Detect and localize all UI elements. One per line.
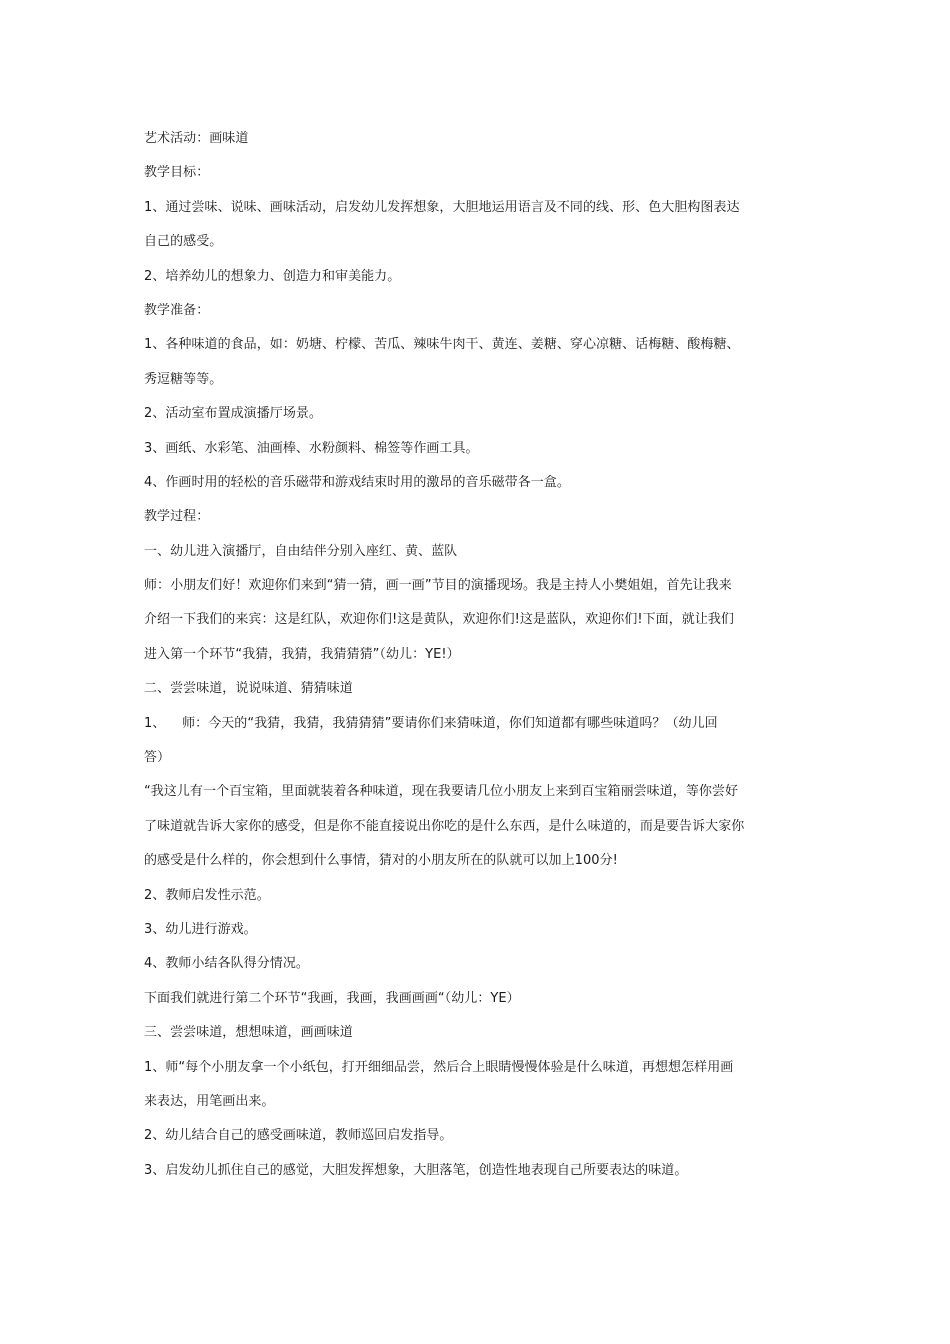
paragraph-line: 了味道就告诉大家你的感受，但是你不能直接说出你吃的是什么东西，是什么味道的，而是要告诉大家你 bbox=[144, 818, 745, 834]
list-item: 2、教师启发性示范。 bbox=[144, 887, 270, 903]
preparation-1: 1、各种味道的食品，如：奶塘、柠檬、苦瓜、辣味牛肉干、黄连、姜糖、穿心凉糖、话梅糖、酸梅糖、 bbox=[144, 337, 740, 353]
objective-1-cont: 自己的感受。 bbox=[144, 234, 223, 250]
list-item: 3、幼儿进行游戏。 bbox=[144, 921, 257, 937]
preparation-4: 4、作画时用的轻松的音乐磁带和游戏结束时用的激昂的音乐磁带各一盒。 bbox=[144, 474, 570, 490]
paragraph-line: 1、 师：今天的“我猜，我猜，我猜猜猜”要请你们来猜味道，你们知道都有哪些味道吗？（幼儿回 bbox=[144, 715, 718, 731]
paragraph-line: 的感受是什么样的，你会想到什么事情，猜对的小朋友所在的队就可以加上100分! bbox=[144, 853, 618, 869]
list-item: 4、教师小结各队得分情况。 bbox=[144, 956, 309, 972]
paragraph-line: 下面我们就进行第二个环节“我画，我画，我画画画“（幼儿：YE） bbox=[144, 990, 520, 1006]
process-step-3-heading: 三、尝尝味道，想想味道，画画味道 bbox=[144, 1025, 353, 1041]
paragraph-line: “我这儿有一个百宝箱，里面就装着各种味道，现在我要请几位小朋友上来到百宝箱丽尝味道，等你尝好 bbox=[144, 784, 739, 800]
paragraph-line: 进入第一个环节“我猜，我猜，我猜猜猜”（幼儿：YE!） bbox=[144, 646, 460, 662]
preparation-2: 2、活动室布置成演播厅场景。 bbox=[144, 406, 322, 422]
process-step-1-heading: 一、幼儿进入演播厅，自由结伴分别入座红、黄、蓝队 bbox=[144, 543, 458, 559]
section-heading-preparation: 教学准备： bbox=[144, 302, 210, 318]
paragraph-line: 介绍一下我们的来宾：这是红队，欢迎你们!这是黄队，欢迎你们!这是蓝队，欢迎你们!下面，就让我们 bbox=[144, 612, 734, 628]
list-item: 3、启发幼儿抓住自己的感觉，大胆发挥想象，大胆落笔，创造性地表现自己所要表达的味道。 bbox=[144, 1162, 688, 1178]
paragraph-line: 来表达，用笔画出来。 bbox=[144, 1093, 275, 1109]
process-step-2-heading: 二、尝尝味道，说说味道、猜猜味道 bbox=[144, 681, 353, 697]
document-body bbox=[144, 122, 810, 1188]
document-title: 艺术活动：画味道 bbox=[144, 131, 249, 146]
preparation-3: 3、画纸、水彩笔、油画棒、水粉颜料、棉签等作画工具。 bbox=[144, 440, 479, 456]
paragraph-line: 师：小朋友们好！欢迎你们来到“猜一猜，画一画”节目的演播现场。我是主持人小樊姐姐，首先让我来 bbox=[144, 578, 732, 594]
objective-2: 2、培养幼儿的想象力、创造力和审美能力。 bbox=[144, 268, 401, 284]
section-heading-objectives: 教学目标： bbox=[144, 165, 210, 181]
section-heading-process: 教学过程： bbox=[144, 509, 210, 525]
preparation-1-cont: 秀逗糖等等。 bbox=[144, 371, 223, 387]
paragraph-line: 1、师“每个小朋友拿一个小纸包，打开细细品尝，然后合上眼睛慢慢体验是什么味道，再想想怎样用画 bbox=[144, 1059, 734, 1075]
list-item: 2、幼儿结合自己的感受画味道，教师巡回启发指导。 bbox=[144, 1128, 453, 1144]
objective-1: 1、通过尝味、说味、画味活动，启发幼儿发挥想象，大胆地运用语言及不同的线、形、色大胆构图表达 bbox=[144, 199, 740, 215]
paragraph-line: 答） bbox=[144, 750, 171, 766]
